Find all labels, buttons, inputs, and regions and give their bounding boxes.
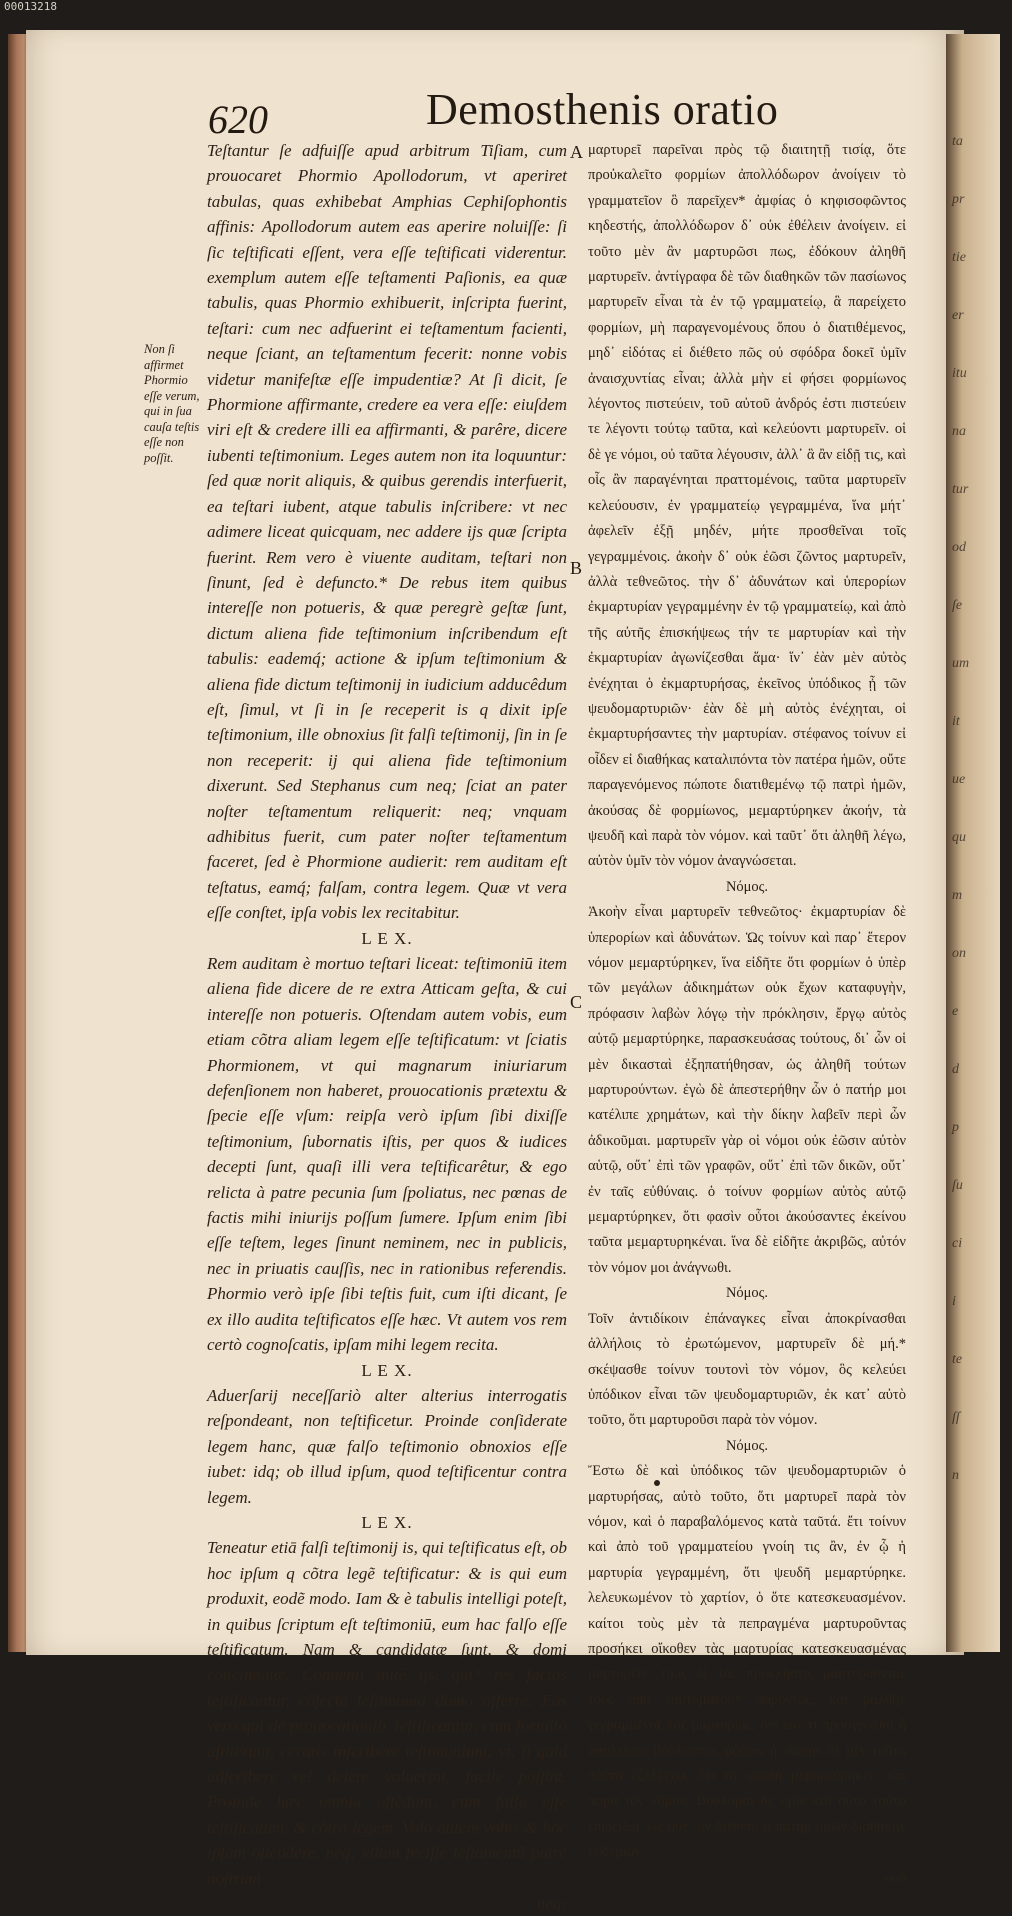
greek-section-heading: Νόμος.: [725, 878, 769, 895]
greek-paragraph: Τοῖν ἀντιδίκοιν ἐπάναγκες εἶναι ἀποκρίνασθαι ἀλλήλοις τὸ ἐρωτώμενον, μαρτυρεῖν δὲ μή.* σκέψασθε τοίνυν τουτονὶ τὸν νόμον, ὃς κελεύει ὑπόδικον εἶναι τῶν ψευδομαρτυριῶν, ἐκ κατ᾽ αὐτὸ τοῦτο, ὅτι μαρτυροῦσι παρὰ τὸν νόμον.: [588, 1310, 906, 1429]
next-page-fragment: ſſ: [952, 1410, 960, 1425]
next-page-fragment: ue: [952, 772, 966, 787]
next-page-fragment: er: [952, 308, 964, 323]
latin-section-heading: L E X.: [361, 928, 413, 948]
next-page-fragment: tur: [952, 482, 969, 497]
next-page-fragment: itu: [952, 366, 967, 381]
next-page-fragment: p: [952, 1120, 959, 1135]
latin-section-heading: L E X.: [361, 1512, 413, 1532]
latin-paragraph: Rem auditam è mortuo teſtari liceat: teſtimoniū item aliena fide dicere de re extra Atticam geſta, & cui intereſſe non potueris. Oſtendam autem vobis, eum etiam cõtra aliam legem eſſe teſtificatum: vt ſciatis Phormionem, vt qui magnarum iniuriarum defenſionem non haberet, prouocationis prætextu & ſpecie eſſe vſum: reipſa verò ipſum ſibi dixiſſe teſtimonium, ſubornatis iſtis, per quos & iudices decepti ſunt, quaſi illi vera teſtificarêtur, & ego relicta à patre pecunia ſum ſpoliatus, nec pœnas de factis mihi iniurijs poſſum ſumere. Ipſum enim ſibi eſſe teſtem, leges ſinunt neminem, nec in publicis, nec in priuatis cauſſis, nec in rationibus referendis. Phormio verò ipſe ſibi teſtis fuit, cum iſti dicant, ſe ex illo audita teſtificatos eſſe hæc. Vt autem vos rem certò cognoſcatis, ipſam mihi legem recita.: [207, 954, 567, 1355]
next-page-fragment: um: [952, 656, 970, 671]
ink-dot: [654, 1480, 660, 1486]
latin-paragraph: Teneatur etiā falſi teſtimonij is, qui teſtificatus eſt, ob hoc ipſum q cõtra legẽ teſtificatur: & is qui eum produxit, eodẽ modo. Iam & è tabulis intelligi poteſt, in quibus ſcriptum eſt teſtimoniū, eum hac falſo eſſe teſtificatum. Nam & candidatæ ſunt, & domi concinnatæ. Conuenit autẽ ijs, qui* res factas teſtificantur, cõfecta teſtimonia domo afferre. Eos verò qui de prouocationib. teſtificantur, cum fortuitò aſtiterunt, ceratis inſcribere teſtimonium: vt, ſi quid adſcribere vel delere voluerint, facile poſſint. Proinde hæc omnia oſtẽdunt, eum falſa eſſe teſtificatum, & cõtra legem. Volo autem vobis & hoc ipſum oſtendere, neq; vllum feciſſe teſtamentū patrē noſtrum: [207, 1538, 567, 1888]
margin-note: Non ſi affirmet Phormio eſſe verum, qui in ſua cauſa teſtis eſſe non poſſit.: [144, 342, 200, 465]
greek-column: [588, 138, 906, 1891]
greek-section-heading: Νόμος.: [725, 1437, 769, 1454]
next-page-fragment: ſe: [952, 598, 963, 613]
book-page: [26, 30, 964, 1914]
next-page-edge: [946, 34, 1000, 1652]
next-page-fragment: on: [952, 946, 966, 961]
greek-paragraph: Ἔστω δὲ καὶ ὑπόδικος τῶν ψευδομαρτυριῶν ὁ μαρτυρήσας, αὐτὸ τοῦτο, ὅτι μαρτυρεῖ παρὰ τὸν νόμον, καὶ ὁ παραβαλόμενος κατὰ ταῦτά. ἔτι τοίνυν καὶ ἀπὸ τοῦ γραμματείου γνοίη τις ἂν, ἐν ᾧ ἡ μαρτυρία γεγραμμένη, ὅτι ψευδῆ μεμαρτύρηκε. λελευκωμένον τὸ χαρτίον, ὁ ὅτε κατεσκευασμένον. καίτοι τοὺς μὲν τὰ πεπραγμένα μαρτυροῦντας προσήκει οἴκοθεν τὰς μαρτυρίας κατεσκευασμένας μαρτυρεῖν. τοὺς δὲ τὰς προκλήσεις μαρτυροῦντας τοὺς ἀπὸ ταὐτομάτου* παρόντας, καὶ μαλθὴν γεγραμμένας τὰς μαρτυρίας, ἵνα ἐάν τι προσγράψαι ἢ ἀπαλεῖψαι βούλωνται, ῥᾴδιον ᾖ. ἀκοὴν δὲ μὲν ταῦτα πάντα ἐξελέγχει, ὅτι τὰ ψευδῆ μεμαρτύρηκεν, καὶ παρὰ τὸν νόμον. Βούλομαι δὲ ὑμῖν καὶ αὐτὸ τοῦτο ἐπιδεῖξαι, ὡς οὐτ᾽ ἂν διέθετο ὁ πατὴρ ἡμῶν διαθήκην οὐδεμίαν: [588, 1463, 906, 1861]
next-page-fragment: qu: [952, 830, 966, 845]
page-number: 620: [208, 97, 268, 142]
latin-paragraph: Aduerſarij neceſſariò alter alterius interrogatis reſpondeant, non teſtificetur. Proinde conſiderate legem hanc, quæ falſo teſtimonio obnoxios eſſe iubet: idq; ob illud ipſum, quod teſtificentur contra legem.: [207, 1385, 567, 1507]
next-page-fragment: e: [952, 1004, 959, 1019]
next-page-fragment: i: [952, 1294, 956, 1309]
next-page-fragment: ſu: [952, 1178, 963, 1193]
scan-id: 00013218: [4, 0, 57, 13]
section-marker-b: B: [570, 558, 583, 578]
latin-section-heading: L E X.: [361, 1360, 413, 1380]
greek-catchword: οὐδ: [884, 1869, 906, 1886]
latin-catchword: neq;: [536, 1894, 567, 1914]
next-page-fragment: pr: [952, 192, 965, 207]
next-page-fragment: m: [952, 888, 963, 903]
next-page-fragment: it: [952, 714, 960, 729]
next-page-fragment: od: [952, 540, 966, 555]
next-page-fragment: n: [952, 1468, 959, 1483]
greek-section-heading: Νόμος.: [725, 1285, 769, 1302]
next-page-fragment: d: [952, 1062, 959, 1077]
next-page-fragment: ta: [952, 134, 963, 149]
running-head: Demosthenis oratio: [426, 85, 779, 134]
latin-paragraph: Teſtantur ſe adfuiſſe apud arbitrum Tiſiam, cum prouocaret Phormio Apollodorum, vt aperiret tabulas, quas exhibebat Amphias Cephiſophontis affinis: Apollodorum autem eas aperire noluiſſe: ſi ſic teſtificati eſſent, vera eſſe teſtificati viderentur. exemplum autem eſſe teſtamenti Paſionis, ea quæ tabulis, quas Phormio exhibuerit, inſcripta fuerint, teſtari: cum nec adfuerint ei teſtamentum facienti, neque ſciant, an teſtamentum fecerit: nonne vobis videtur manifeſtæ eſſe impudentiæ? At ſi dicit, ſe Phormione affirmante, credere ea vera eſſe: eiuſdem viri eſt & credere illi ea affirmanti, & parêre, dicere iubenti teſtimonium. Leges autem non ita loquuntur: ſed quæ norit aliquis, & quibus gerendis interfuerit, ea teſtari iubent, atque tabulis inſcribere: vt nec adimere liceat quicquam, nec addere ijs quæ ſcripta fuerint. Rem vero è viuente auditam, teſtari non ſinunt, ſed è defuncto.* De rebus item quibus intereſſe non potueris, & quæ peregrè geſtæ ſunt, dictum aliena fide teſtimonium inſcribendum eſt tabulis: eademq́; actione & ipſum teſtimonium & aliena fide dictum teſtimonij in iudicium adducêdum eſt, ſimul, vt ſi in ſe receperit is q dixit ipſe teſtimonium, ille obnoxius ſit falſi teſtimonij, ſin in ſe non receperit: ij qui aliena fide teſtimonium dixerunt. Sed Stephanus cum neq; ſciat an pater noſter teſtamentum reliquerit: neq; vnquam adhibitus fuerit, cum pater noſter teſtamentum faceret, ſed è Phormione audierit: rem auditam eſt teſtatus, eamq́; falſam, contra legem. Quæ vt vera eſſe conſtet, ipſa vobis lex recitabitur.: [207, 141, 567, 923]
section-marker-c: C: [570, 992, 583, 1012]
section-marker-a: A: [570, 142, 583, 162]
next-page-fragment: ci: [952, 1236, 963, 1251]
next-page-fragment: tie: [952, 250, 966, 265]
next-page-fragment: te: [952, 1352, 963, 1367]
next-page-fragment: na: [952, 424, 966, 439]
latin-column: [207, 138, 567, 1916]
greek-paragraph: Ἀκοὴν εἶναι μαρτυρεῖν τεθνεῶτος· ἐκμαρτυρίαν δὲ ὑπερορίων καὶ ἀδυνάτων. Ὡς τοίνυν καὶ παρ᾽ ἕτερον νόμον μεμαρτύρηκεν, ἵνα εἰδῆτε ὅτι φορμίων ὁ ὑπὲρ τῶν μεγάλων ἀδικημάτων οὐκ ἔχων καταφυγὴν, πρόφασιν λαβὼν λόγῳ τὴν πρόκλησιν, ἔργῳ αὐτὸς αὑτῷ μεμαρτύρηκε, παρασκευάσας τούτους, δι᾽ ὧν οἱ μὲν δικασταὶ ἐξηπατήθησαν, ὡς ἀληθῆ τούτων μαρτυρούντων. ἐγὼ δὲ ἀπεστερήθην ὧν ὁ πατήρ μοι κατέλιπε χρημάτων, καὶ τὴν δίκην λαβεῖν περὶ ὧν ἀδικοῦμαι. μαρτυρεῖν γὰρ οἱ νόμοι οὐκ ἐῶσιν αὐτὸν αὑτῷ, οὔτ᾽ ἐπὶ τῶν γραφῶν, οὔτ᾽ ἐπὶ τῶν δικῶν, οὔτ᾽ ἐν ταῖς εὐθύναις. ὁ τοίνυν φορμίων αὐτὸς αὑτῷ μεμαρτύρηκεν, ὅτι φασὶν οὗτοι ἀκούσαντες ἐκείνου ταῦτα μεμαρτυρηκέναι. ἵνα δὲ εἰδῆτε ἀκριβῶς, αὐτόν τὸν νόμον μοι ἀνάγνωθι.: [588, 904, 906, 1276]
greek-paragraph: μαρτυρεῖ παρεῖναι πρὸς τῷ διαιτητῇ τισίᾳ, ὅτε προὐκαλεῖτο φορμίων ἀπολλόδωρον ἀνοίγειν τὸ γραμματεῖον ὃ παρεῖχεν* ἀμφίας ὁ κηφισοφῶντος κηδεστής, ἀπολλόδωρον δ᾽ οὐκ ἐθέλειν ἀνοίγειν. εἰ τοῦτο μὲν ἂν μαρτυρῶσι πως, ἐδόκουν ἀληθῆ μαρτυρεῖν. ἀντίγραφα δὲ τῶν διαθηκῶν τῶν πασίωνος μαρτυρεῖν εἶναι τὰ ἐν τῷ γραμματείῳ, ἃ παρείχετο φορμίων, μὴ παραγενομένους ὅπου ὁ διατιθέμενος, μηδ᾽ εἰδότας εἰ διέθετο πῶς οὐ σφόδρα δοκεῖ ὑμῖν ἀναισχυντίας εἶναι; ἀλλὰ μὴν εἰ φήσει φορμίωνος λέγοντος πιστεύειν, τοῦ αὐτοῦ ἀνδρός ἐστι πιστεύειν τε λέγοντι τούτῳ ταῦτα, καὶ κελεύοντι μαρτυρεῖν. οἱ δὲ γε νόμοι, οὐ ταῦτα λέγουσιν, ἀλλ᾽ ἃ ἂν εἰδῇ τις, καὶ οἷς ἂν παραγένηται πραττομένοις, ταῦτα μαρτυρεῖν κελεύουσιν, ἐν γραμματείῳ γεγραμμένα, ἵνα μήτ᾽ ἀφελεῖν ἐξῇ μηδέν, μήτε προσθεῖναι τοῖς γεγραμμένοις. ἀκοὴν δ᾽ οὐκ ἐῶσι ζῶντος μαρτυρεῖν, ἀλλὰ τεθνεῶτος. τὴν δ᾽ ἀδυνάτων καὶ ὑπερορίων ἐκμαρτυρίαν γεγραμμένην ἐν τῷ γραμματείῳ, καὶ ἀπὸ τῆς αὐτῆς ἐπισκήψεως τήν τε μαρτυρίαν καὶ τὴν ἐκμαρτυρίαν ἀγωνίζεσθαι ἅμα· ἵν᾽ ἐὰν μὲν αὐτὸς ἐνέχηται ὁ ἐκμαρτυρήσας, ἐκεῖνος ὑπόδικος ᾖ τῶν ψευδομαρτυριῶν· ἐὰν δὲ μὴ αὐτὸς ἐνέχηται, οἱ ἐκμαρτυρήσαντες τὴν μαρτυρίαν. στέφανος τοίνυν εἰ οἶδεν εἰ διαθήκας καταλιπόντα τὸν πατέρα ἡμῶν, οὔτε παραγενόμενος πώποτε διατιθεμένῳ τῷ πατρὶ ἡμῶν, ἀκούσας δὲ φορμίωνος, μεμαρτύρηκεν ἀκοήν, τὰ ψευδῆ καὶ παρὰ τὸν νόμον. καὶ ταῦτ᾽ ὅτι ἀληθῆ λέγω, αὐτὸν ὑμῖν τὸν νόμον ἀναγνώσεται.: [588, 142, 906, 870]
